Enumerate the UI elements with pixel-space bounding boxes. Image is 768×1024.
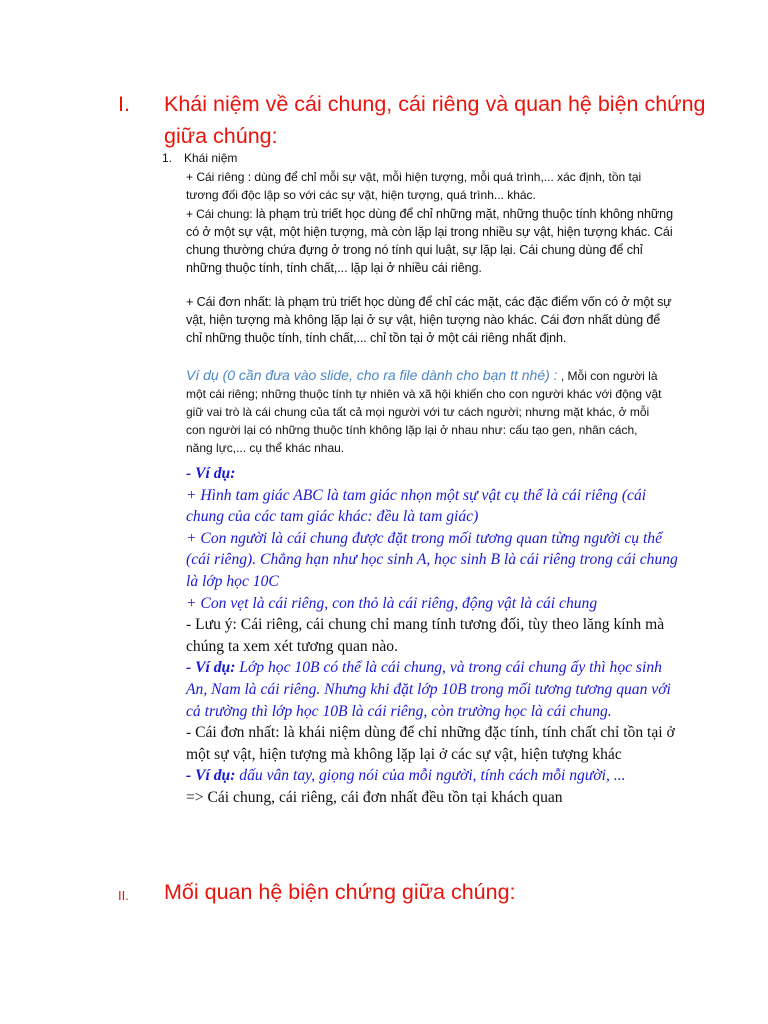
vidu-text-3: dấu vân tay, giọng nói của mỗi người, tính cách mỗi người, ...: [235, 767, 626, 785]
definition-cai-chung: [186, 205, 678, 277]
conclusion: => Cái chung, cái riêng, cái đơn nhất đều tồn tại khách quan: [186, 788, 563, 806]
vidu-block-1: [186, 463, 686, 809]
definition-cai-rieng: [186, 168, 666, 204]
definition-don-nhat-text: + Cái đơn nhất: là phạm trù triết học dùng để chỉ các mặt, các đặc điểm vốn có ở một sự vật, hiện tượng mà không lặp lại ở sự vật, hiện tượng nào khác. Cái đơn nhất dùng để chỉ những thuộc tính, tính chất,... chỉ tồn tại ở một cái riêng nhất định.: [186, 295, 672, 345]
example-text: , Mỗi con người là một cái riêng; những thuộc tính tự nhiên và xã hội khiến cho con người khác với động vật giữ vai trò là cái chung của tất cả mọi người với tư cách người; nhưng mặt khác, ở mỗi con người lại có những thuộc tính không lặp lại ở nhau như: cấu tạo gen, nhân cách, năng lực,... cụ thể khác nhau.: [186, 369, 662, 455]
definition-cai-rieng-text: + Cái riêng : dùng để chỉ mỗi sự vật, mỗi hiện tượng, mỗi quá trình,... xác định, tồn tại tương đối độc lập so với các sự vật, hiện tượng, quá trình... khác.: [186, 170, 642, 202]
section-number-2: II.: [118, 888, 129, 903]
subsection-number-1: 1.: [162, 151, 173, 165]
vidu-label-1: - Ví dụ:: [186, 465, 236, 482]
section-title-2: Mối quan hệ biện chứng giữa chúng:: [164, 880, 516, 904]
vidu-label-3: - Ví dụ:: [186, 767, 236, 785]
section-title-1: Khái niệm về cái chung, cái riêng và quan hệ biện chứng giữa chúng:: [164, 92, 706, 148]
example-paragraph: [186, 366, 666, 457]
vidu-item-1: + Hình tam giác ABC là tam giác nhọn một sự vật cụ thể là cái riêng (cái chung của các tam giác khác: đều là tam giác): [186, 486, 647, 526]
luu-y-note: - Lưu ý: Cái riêng, cái chung chỉ mang tính tương đối, tùy theo lăng kính mà chúng ta xem xét tương quan nào.: [186, 616, 665, 655]
example-note: Ví dụ (0 cần đưa vào slide, cho ra file dành cho bạn tt nhé) :: [186, 367, 558, 383]
vidu-item-2: + Con người là cái chung được đặt trong mối tương quan từng người cụ thể (cái riêng). Chẳng hạn như học sinh A, học sinh B là cái riêng trong cái chung là lớp học 10C: [186, 529, 678, 590]
vidu-label-2: - Ví dụ:: [186, 659, 236, 677]
subsection-title-1: Khái niệm: [184, 151, 238, 165]
don-nhat-definition-2: - Cái đơn nhất: là khái niệm dùng để chỉ những đặc tính, tính chất chỉ tồn tại ở một sự vật, hiện tượng mà không lặp lại ở các sự vật, hiện tượng khác: [186, 724, 675, 763]
definition-don-nhat: [186, 293, 676, 347]
definition-cai-chung-label: + Cái chung:: [186, 207, 253, 221]
subsection-heading-1: [162, 150, 237, 167]
section-number-1: I.: [118, 92, 130, 116]
vidu-item-3: + Con vẹt là cái riêng, con thỏ là cái riêng, động vật là cái chung: [186, 594, 598, 612]
definition-cai-chung-text: là phạm trù triết học dùng để chỉ những mặt, những thuộc tính không những có ở một sự vật, một hiện tượng, mà còn lặp lại trong nhiều sự vật, hiện tượng khác. Cái chung thường chứa đựng ở trong nó tính qui luật, sự lặp lại. Cái chung dùng để chỉ những thuộc tính, tính chất,... lặp lại ở nhiều cái riêng.: [186, 207, 673, 275]
vidu-text-2: Lớp học 10B có thể là cái chung, và trong cái chung ấy thì học sinh An, Nam là cái riêng. Nhưng khi đặt lớp 10B trong mối tương tương quan với cả trường thì lớp học 10B là cái riêng, còn trường học là cái chung.: [186, 659, 671, 720]
